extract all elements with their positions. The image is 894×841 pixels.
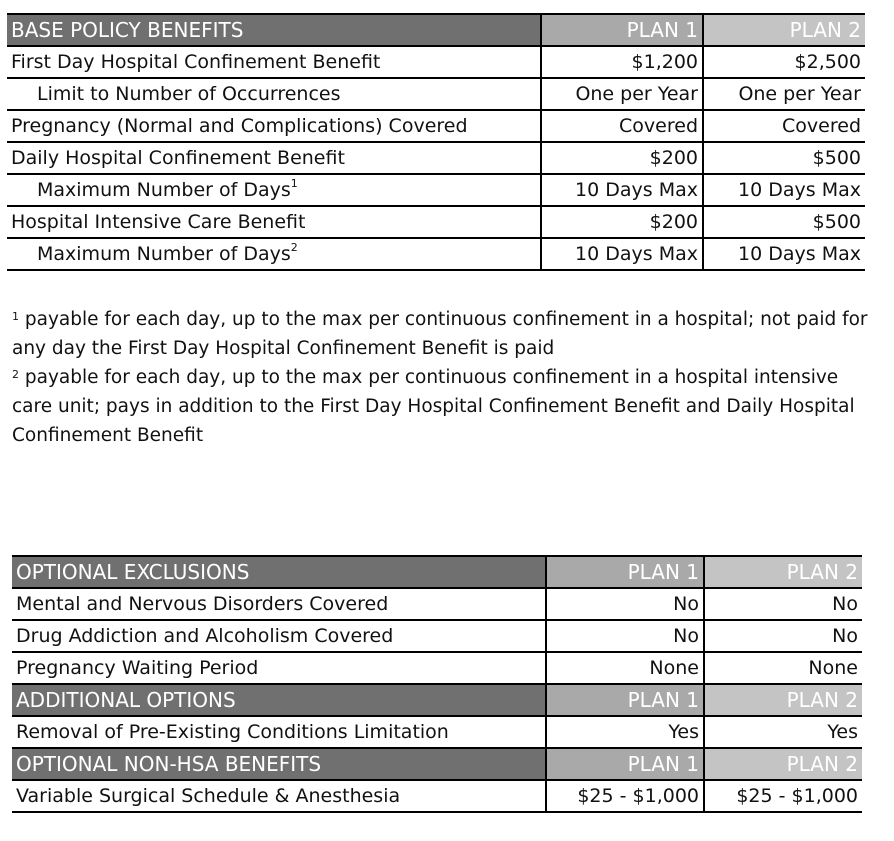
plan2-header: PLAN 2	[704, 748, 862, 780]
table-row	[7, 206, 865, 238]
footnote	[12, 363, 872, 450]
plan2-value: 10 Days Max	[703, 174, 865, 206]
plan2-value: One per Year	[703, 78, 865, 110]
plan2-header: PLAN 2	[703, 14, 865, 46]
plan1-header: PLAN 1	[541, 14, 703, 46]
row-label: Removal of Pre-Existing Conditions Limitation	[12, 716, 546, 748]
plan1-value: $1,200	[541, 46, 703, 78]
row-label: Limit to Number of Occurrences	[37, 83, 341, 105]
plan2-header: PLAN 2	[704, 556, 862, 588]
table-row	[12, 780, 862, 812]
table-header-row	[7, 14, 865, 46]
plan2-value: No	[704, 588, 862, 620]
row-label: Maximum Number of Days	[37, 179, 291, 201]
row-label-cell	[7, 110, 541, 142]
plan1-value: Yes	[546, 716, 704, 748]
plan2-value: $500	[703, 206, 865, 238]
section-header-row	[12, 556, 862, 588]
plan1-value: 10 Days Max	[541, 174, 703, 206]
row-label: Hospital Intensive Care Benefit	[11, 211, 306, 233]
plan1-value: $25 - $1,000	[546, 780, 704, 812]
row-label-cell	[7, 206, 541, 238]
section-title: OPTIONAL EXCLUSIONS	[12, 556, 546, 588]
row-label: Pregnancy (Normal and Complications) Covered	[11, 115, 468, 137]
table-row	[7, 46, 865, 78]
plan1-header: PLAN 1	[546, 748, 704, 780]
row-label: First Day Hospital Confinement Benefit	[11, 51, 381, 73]
section-header-row	[12, 748, 862, 780]
row-label: Maximum Number of Days	[37, 243, 291, 265]
table-row	[7, 174, 865, 206]
row-label: Pregnancy Waiting Period	[12, 652, 546, 684]
section-title: BASE POLICY BENEFITS	[7, 14, 541, 46]
plan2-value: No	[704, 620, 862, 652]
plan1-value: 10 Days Max	[541, 238, 703, 270]
row-label-cell	[7, 46, 541, 78]
plan2-value: Covered	[703, 110, 865, 142]
plan2-value: $2,500	[703, 46, 865, 78]
table-row	[12, 652, 862, 684]
row-label: Mental and Nervous Disorders Covered	[12, 588, 546, 620]
row-label-cell	[7, 238, 541, 270]
footnotes	[12, 305, 872, 450]
table-row	[7, 110, 865, 142]
plan1-header: PLAN 1	[546, 684, 704, 716]
footnote-mark: 2	[12, 368, 19, 381]
plan2-value: Yes	[704, 716, 862, 748]
table-row	[12, 588, 862, 620]
plan2-value: 10 Days Max	[703, 238, 865, 270]
footnote-text: payable for each day, up to the max per continuous confinement in a hospital; not paid for any day the First Day Hospital Confinement Benefit is paid	[12, 309, 868, 359]
section-title: ADDITIONAL OPTIONS	[12, 684, 546, 716]
row-label: Daily Hospital Confinement Benefit	[11, 147, 345, 169]
plan2-value: $500	[703, 142, 865, 174]
plan2-value: $25 - $1,000	[704, 780, 862, 812]
row-label: Variable Surgical Schedule & Anesthesia	[12, 780, 546, 812]
row-label-cell	[7, 142, 541, 174]
table-row	[12, 620, 862, 652]
plan1-value: $200	[541, 206, 703, 238]
table-row	[12, 716, 862, 748]
plan2-value: None	[704, 652, 862, 684]
row-label-cell	[7, 174, 541, 206]
section-header-row	[12, 684, 862, 716]
footnote-marker: 2	[290, 241, 298, 254]
table-row	[7, 238, 865, 270]
plan1-value: No	[546, 588, 704, 620]
footnote-marker: 1	[290, 177, 298, 190]
plan1-value: None	[546, 652, 704, 684]
plan1-value: One per Year	[541, 78, 703, 110]
table-row	[7, 78, 865, 110]
footnote	[12, 305, 872, 363]
footnote-mark: 1	[12, 310, 19, 323]
optional-benefits-table	[12, 555, 862, 813]
plan1-value: $200	[541, 142, 703, 174]
plan1-value: Covered	[541, 110, 703, 142]
plan1-header: PLAN 1	[546, 556, 704, 588]
section-title: OPTIONAL NON-HSA BENEFITS	[12, 748, 546, 780]
row-label-cell	[7, 78, 541, 110]
row-label: Drug Addiction and Alcoholism Covered	[12, 620, 546, 652]
plan2-header: PLAN 2	[704, 684, 862, 716]
base-policy-benefits-table	[7, 13, 865, 271]
table-row	[7, 142, 865, 174]
footnote-text: payable for each day, up to the max per continuous confinement in a hospital intensive care unit; pays in addition to the First Day Hospital Confinement Benefit and Daily Hospital Confinement Benefit	[12, 367, 855, 446]
plan1-value: No	[546, 620, 704, 652]
